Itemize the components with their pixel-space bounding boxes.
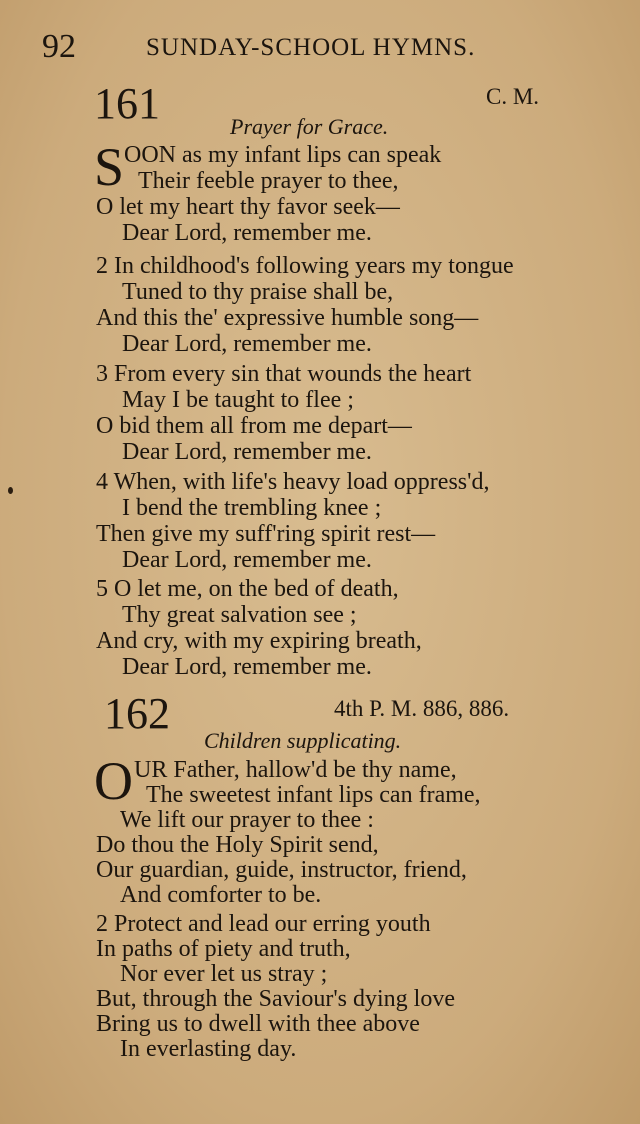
hymn-line: O bid them all from me depart— [96,413,412,439]
hymn-line: OON as my infant lips can speak [124,142,442,168]
hymn-line: Bring us to dwell with thee above [96,1011,420,1037]
hymn-meter: C. M. [486,84,540,109]
hymn-line: Dear Lord, remember me. [122,547,372,573]
hymn-line: Dear Lord, remember me. [122,439,372,465]
hymn-line: Dear Lord, remember me. [122,331,372,357]
hymn-line: Our guardian, guide, instructor, friend, [96,857,467,883]
hymn-line: And comforter to be. [120,882,322,908]
drop-cap: S [94,137,125,197]
hymn-line: 2 In childhood's following years my tongue [96,253,514,279]
hymn-line: O let my heart thy favor seek— [96,194,400,220]
hymn-line: In paths of piety and truth, [96,936,351,962]
hymn-line: Their feeble prayer to thee, [138,168,399,194]
hymn-number: 161 [94,79,160,128]
hymn-line: Thy great salvation see ; [122,602,357,628]
hymn-line: May I be taught to flee ; [122,387,354,413]
hymn-line: Then give my suff'ring spirit rest— [96,521,436,547]
hymn-line: We lift our prayer to thee : [120,807,374,833]
hymn-line: Dear Lord, remember me. [122,220,372,246]
hymn-line: Do thou the Holy Spirit send, [96,832,379,858]
hymn-line: Nor ever let us stray ; [120,961,328,987]
hymn-line: 4 When, with life's heavy load oppress'd, [96,469,490,495]
hymn-title: Prayer for Grace. [230,114,389,139]
running-title: SUNDAY-SCHOOL HYMNS. [146,34,476,61]
hymn-line: Dear Lord, remember me. [122,654,372,680]
hymn-meter: 4th P. M. 886, 886. [334,696,510,721]
hymn-line: I bend the trembling knee ; [122,495,382,521]
hymn-line: 3 From every sin that wounds the heart [96,361,472,387]
hymn-line: 2 Protect and lead our erring youth [96,911,431,937]
page-number: 92 [42,28,76,65]
hymn-line: UR Father, hallow'd be thy name, [134,757,457,783]
hymn-line: And this the' expressive humble song— [96,305,479,331]
hymn-line: Tuned to thy praise shall be, [122,279,394,305]
margin-speck [8,487,13,494]
hymn-line: But, through the Saviour's dying love [96,986,455,1012]
drop-cap: O [94,751,133,811]
hymn-line: The sweetest infant lips can frame, [146,782,481,808]
hymn-line: And cry, with my expiring breath, [96,628,422,654]
hymn-number: 162 [104,689,170,738]
hymn-line: In everlasting day. [120,1036,297,1062]
hymn-line: 5 O let me, on the bed of death, [96,576,399,602]
hymn-title: Children supplicating. [204,728,402,753]
